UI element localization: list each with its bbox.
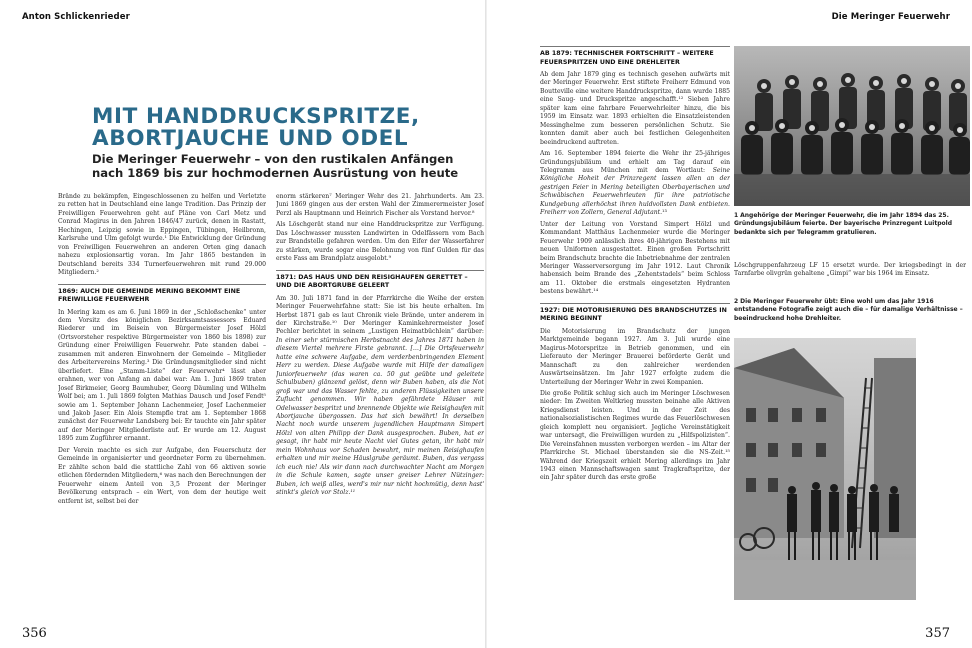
subtitle-line-2: nach 1869 bis zur hochmodernen Ausrüstung von heute bbox=[92, 166, 459, 180]
section-heading: AB 1879: TECHNISCHER FORTSCHRITT – WEITERE FEUERSPRITZEN UND EINE DREHLEITER bbox=[540, 46, 730, 67]
paragraph: In Mering kam es am 6. Juni 1869 in der „Schloßschenke“ unter dem Vorsitz des königlichen Bezirksamtsassessors Eduard Riederer und im Beisein von Bürgermeister Josef Hölzl (Ortsvorsteher respektive Bürgermeister von 1860 bis 1898) zur Gründung einer Freiwilligen Feuerwehr. Pate standen dabei – zusammen mit anderen Einwohnern der Gemeinde – Mitglieder des Arbeitervereins Mering.³ Die Gründungsmitglieder sind nicht überliefert. Eine „Stamm-Liste“ der Feuerwehr⁴ lässt aber erahnen, wer von Anfang an dabei war: Am 1. Juni 1869 traten Josef Birkmeier, Georg Baumhuber, Georg Däumling und Wilhelm Wolf bei; am 1. Juli 1869 folgten Mathias Dausch und Josef Fendt⁵ sowie am 1. September Johann Lachenmeier, Josef Lachenmeier und Jakob Jaser. Ein Alois Stempfle trat am 1. September 1868 zunächst der Feuerwehr Landsberg bei: Er tauchte ein Jahr später auf der Meringer Mitgliederliste auf. Er wurde am 12. August 1895 zum Zugführer ernannt. bbox=[58, 308, 266, 443]
running-header-author: Anton Schlickenrieder bbox=[22, 12, 130, 22]
paragraph-text: Am 30. Juli 1871 fand in der Pfarrkirche die Weihe der ersten Meringer Feuerwehrfahne statt: Sie ist bis heute erhalten. Im Herbst 1871 gab es laut Chronik viele Brände, unter anderem in der Kirchstraße.¹⁰ Der Meringer Kaminkehrermeister Josef Pechler berichtet in seinem „Lustigen Heimatbüchlein“ darüber: bbox=[276, 294, 484, 336]
caption-number: 1 bbox=[734, 212, 739, 219]
caption-text: Die Meringer Feuerwehr übt: Eine wohl um das Jahr 1916 entstandene Fotografie zeigt auch die – für damalige Verhältnisse – beeindruckend hohe Drehleiter. bbox=[734, 298, 963, 322]
running-header-chapter: Die Meringer Feuerwehr bbox=[831, 12, 950, 22]
title-line-1: MIT HANDDRUCKSPRITZE, bbox=[92, 104, 420, 129]
paragraph: Brände zu bekämpfen, Eingeschlossenen zu helfen und Verletzte zu retten hat in Deutschland eine lange Tradition. Das Prinzip der Freiwilligen Feuerwehren geht auf Pläne von Carl Metz und Conrad Magirus in den Jahren 1846/47 zurück, denen in Rastatt, Hechingen, Leipzig sowie in Eppingen, Tübingen, Heilbronn, Karlsruhe und Ulm gefolgt wurde.¹ Die Entwicklung der Gründung von Freiwilligen Feuerwehren an anderen Orten ging danach nahezu explosionsartig voran. Im Jahr 1865 bestanden in Deutschland bereits 334 Turnerfeuerwehren mit rund 29.000 Mitgliedern.² bbox=[58, 193, 266, 277]
footnote-ref: ¹³ bbox=[662, 209, 667, 217]
photo-caption-1 bbox=[734, 212, 964, 237]
page-number-right: 357 bbox=[925, 626, 950, 641]
quote-text: In einer sehr stürmischen Herbstnacht des Jahres 1871 haben in diesem Viertel mehrere Firste gebrannt. […] Die Ortsfeuerwehr hatte eine schwere Aufgabe, dem verderbenbringenden Element Herr zu werden. Diese Aufgabe wurde mit Hilfe der damaligen Juniorfeuerwehr (das waren ca. 50 gut geübte und geleitete Schulbuben) glänzend gelöst, denn wir Buben haben, als die Not groß war und das Wasser fehlte, zu anderen Flüssigkeiten unsere Zuflucht genommen. Wir haben gefährdete Häuser mit Odelwasser bespritzt und brennende Objekte wie Reisighaufen mit Abortjauche übergossen. Das hat sich bewährt! In derselben Nacht noch wurde unserem jugendlichen Hauptmann Simpert Hölzl von alten Philipp der Dank ausgesprochen. Buben, hat er gesagt, ihr habt mir heute Nacht viel Gutes getan, ihr habt mir mein Wohnhaus vor Schaden bewahrt, mir meinen Reisighaufen erhalten und mir meine Häuslgrube geräumt. Buben, das vergass ich euch nie! Als wir dann nach durchwachter Nacht am Morgen in die Schule kamen, sagte unser greiser Lehrer Nützinger: Buben, ich weiß alles, werd's mir nur nicht hochmütig, denn hast' stinkt's gleich vor Stolz.¹¹ bbox=[276, 336, 484, 497]
paragraph: Die Motorisierung im Brandschutz der jungen Marktgemeinde begann 1927. Am 3. Juli wurde eine Magirus-Motorspritze in Betrieb genommen, und ein Lieferauto der Meringer Brauerei beförderte Gerät und Mannschaft zu den zahlreicher werdenden Auswärtseinsätzen. Im Jahr 1927 erfolgte zudem die Unterteilung der Meringer Wehr in zwei Kompanien. bbox=[540, 327, 730, 386]
caption-text: Angehörige der Meringer Feuerwehr, die im Jahr 1894 das 25. Gründungsjubiläum feierte. Der bayerische Prinzregent Luitpold bedankte sich per Telegramm gratulieren. bbox=[734, 212, 952, 236]
photo-ladder-drill bbox=[734, 338, 916, 600]
article-subtitle bbox=[92, 152, 482, 180]
section-heading: 1927: DIE MOTORISIERUNG DES BRANDSCHUTZES IN MERING BEGINNT bbox=[540, 303, 730, 324]
paragraph: enorm stärkeren⁷ Meringer Wehr des 21. Jahrhunderts. Am 23. Juni 1869 gingen aus der ersten Wahl der Zimmerermeister Josef Perzl als Hauptmann und Heinrich Fischer als Vorstand hervor.⁸ bbox=[276, 193, 484, 217]
paragraph: Der Verein machte es sich zur Aufgabe, den Feuerschutz der Gemeinde in organisierter und geordneter Form zu übernehmen. Er zählte schon bald die stattliche Zahl von 66 aktiven sowie etlichen fördernden Mitgliedern,⁶ was nach den Berechnungen der Feuerwehr einem Anteil von 3,5 Prozent der Meringer Bevölkerung entsprach – ein Wert, von dem der heutige weit entfernt ist, selbst bei der bbox=[58, 446, 266, 505]
photo-group-portrait-image bbox=[734, 46, 970, 206]
caption-number: 2 bbox=[734, 298, 739, 305]
paragraph: Löschgruppenfahrzeug LF 15 ersetzt wurde. Der kriegsbedingt in der Tarnfarbe olivgrün gehaltene „Gimpi“ war bis 1964 im Einsatz. bbox=[734, 262, 966, 278]
page-number-left: 356 bbox=[22, 626, 47, 641]
section-heading: 1871: DAS HAUS UND DEN REISIGHAUFEN GERETTET – UND DIE ABORTGRUBE GELEERT bbox=[276, 270, 484, 291]
subtitle-line-1: Die Meringer Feuerwehr – von den rustikalen Anfängen bbox=[92, 152, 454, 166]
text-column-2 bbox=[276, 193, 484, 621]
text-column-1 bbox=[58, 193, 266, 621]
article-title bbox=[92, 106, 482, 150]
paragraph: Ab dem Jahr 1879 ging es technisch gesehen aufwärts mit der Meringer Feuerwehr. Erst stiftete Freiherr Edmund von Boutteville eine weitere Handdruckspritze, dann wurde 1885 eine Saug- und Druckspritze angeschafft.¹² Sieben Jahre später kam eine fahrbare Feuerwehrleiter hinzu, die bis 1959 im Einsatz war. 1893 erhielten die Einsatzleistenden Messinghelme zum besseren persönlichen Schutz. Sie konnten damit aber auch bei festlichen Gelegenheiten beeindruckend auftreten. bbox=[540, 71, 730, 146]
text-column-3 bbox=[540, 46, 730, 636]
photo-ladder-drill-image bbox=[734, 338, 916, 600]
photo-caption-2 bbox=[734, 298, 966, 323]
paragraph bbox=[540, 150, 730, 218]
paragraph: Unter der Leitung von Vorstand Simpert Hölzl und Kommandant Matthäus Lachenmeier wurde die Meringer Feuerwehr 1909 anlässlich ihres 40-jährigen Bestehens mit neuen Uniformen ausgestattet. Einen großen Fortschritt beim Brandschutz brachte die Inbetriebnahme der zentralen Meringer Wasserversorgung im Jahr 1912. Laut Chronik habensich beim Brande des „Zehentstadels“ beim Schloss am 11. Oktober die erstmals eingesetzten Hydranten bestens bewährt.¹⁴ bbox=[540, 220, 730, 296]
paragraph: Als Löschgerät stand nur eine Handdruckspritze zur Verfügung. Das Löschwasser mussten Landwirten in Odelfässern vom Bach zur Brandstelle gefahren werden. Um den Eifer der Wasserfahrer zu stärken, wurde sogar eine Belohnung von fünf Gulden für das erste Fass am Brandplatz ausgelobt.⁹ bbox=[276, 221, 484, 263]
section-heading: 1869: AUCH DIE GEMEINDE MERING BEKOMMT EINE FREIWILLIGE FEUERWEHR bbox=[58, 284, 266, 305]
text-column-4 bbox=[734, 262, 966, 292]
paragraph bbox=[276, 295, 484, 498]
photo-group-portrait bbox=[734, 46, 970, 206]
paragraph: Die große Politik schlug sich auch im Meringer Löschwesen nieder: Im Zweiten Weltkrieg mussten beinahe alle Aktiven Kriegsdienst leisten. Und in der Zeit des nationalsozialistischen Regimes wurde das Feuerlöschwesen gleich komplett neu organisiert. Jegliche Vereinstätigkeit war untersagt, die Freiwilligen wurden zu „Hilfspolizisten“. Die Vereinsfahnen mussten verborgen werden – im Altar der Pfarrkirche St. Michael überstanden sie die NS-Zeit.¹⁵ Während der Kriegszeit erhielt Mering allerdings im Jahr 1943 einen Mannschaftswagen samt Tragkraftspritze, der ein Jahr später durch das erste große bbox=[540, 389, 730, 482]
paragraph-text: Am 16. September 1894 feierte die Wehr ihr 25-jähriges Gründungsjubiläum und erhielt am Tag darauf ein Telegramm aus München mit dem Wortlaut: bbox=[540, 150, 730, 174]
page-gutter bbox=[485, 0, 487, 648]
title-line-2: ABORTJAUCHE UND ODEL bbox=[92, 126, 409, 151]
quote-text: Seine Königliche Hoheit der Prinzregent lassen allen an der gestrigen Feier in Mering beteiligten Oberbayerischen und Schwäbischen Feuerwehrleuten für ihre patriotische Kundgebung allerhöchst ihren huldvollsten Dank entbieten. Freiherr von Zollern, General Adjutant. bbox=[540, 166, 730, 217]
